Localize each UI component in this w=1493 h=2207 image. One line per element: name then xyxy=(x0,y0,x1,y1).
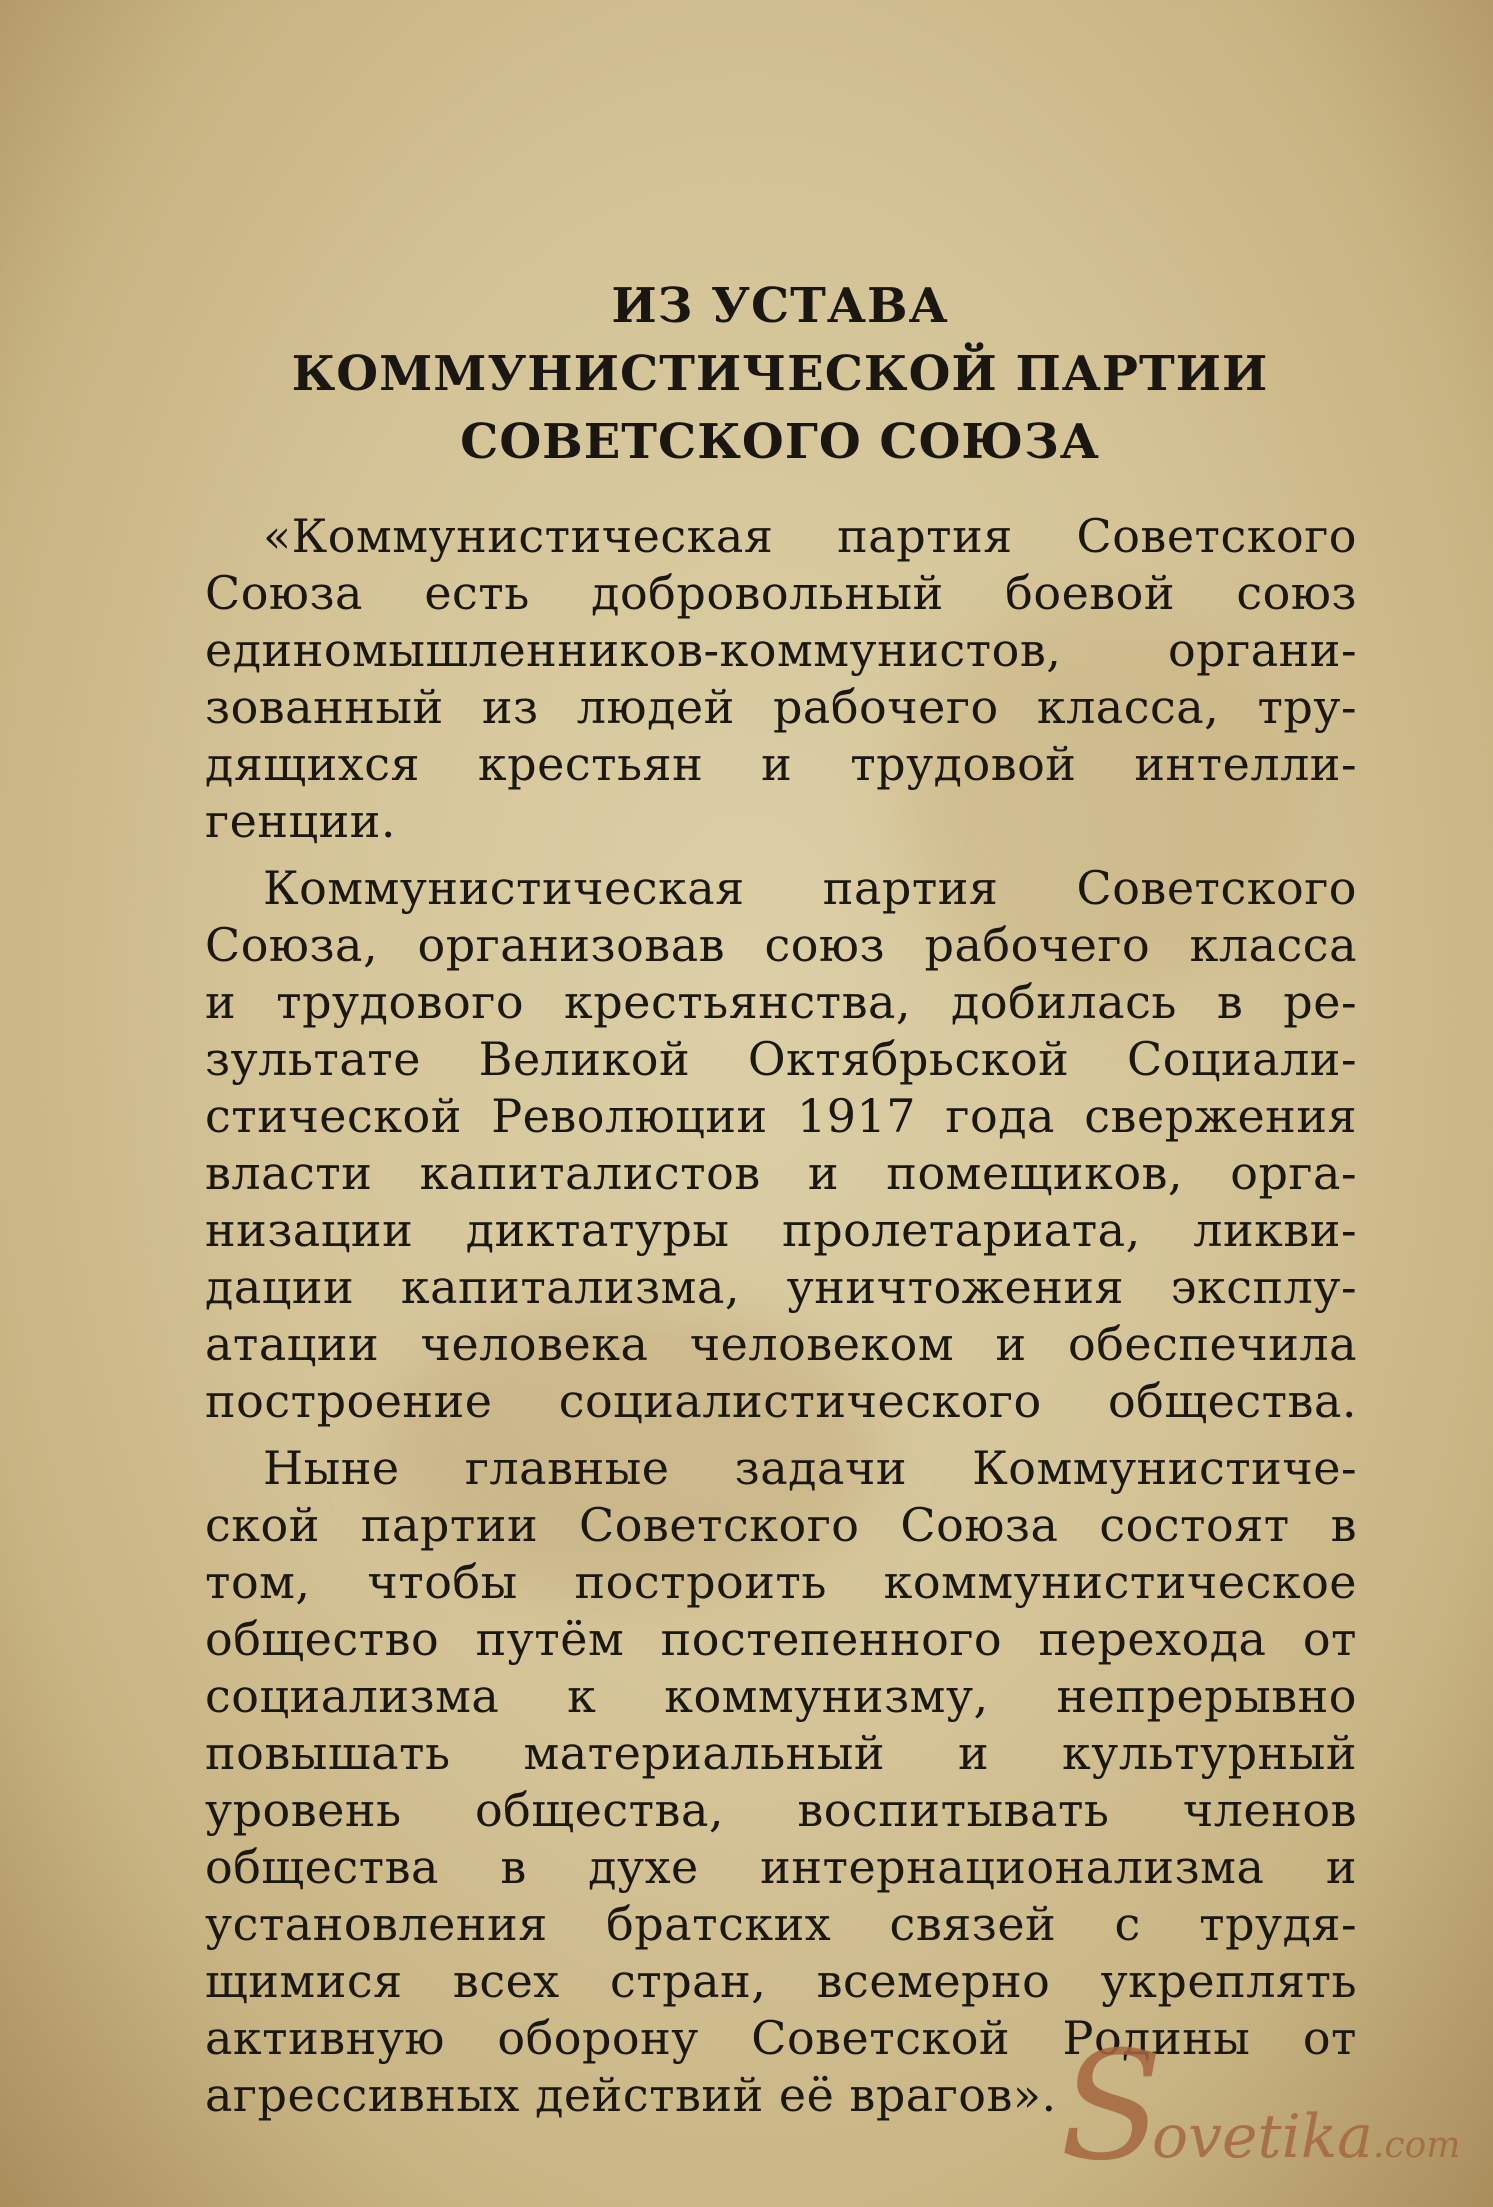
text-line: ской партии Советского Союза состоят в xyxy=(205,1498,1357,1552)
text-line: Коммунистическая партия Советского xyxy=(263,861,1357,915)
text-line: установления братских связей с трудя- xyxy=(205,1897,1357,1951)
text-line: единомышленников-коммунистов, органи- xyxy=(205,623,1357,677)
text-line: общества в духе интернационализма и xyxy=(205,1840,1357,1894)
text-line: дации капитализма, уничтожения эксплу- xyxy=(205,1260,1357,1314)
text-line: власти капиталистов и помещиков, орга- xyxy=(205,1146,1357,1200)
text-line: активную оборону Советской Родины от xyxy=(205,2011,1357,2065)
text-line: зованный из людей рабочего класса, тру- xyxy=(205,680,1357,734)
title-line-2: КОММУНИСТИЧЕСКОЙ ПАРТИИ xyxy=(291,346,1269,402)
text-line: агрессивных действий её врагов». xyxy=(205,2068,1057,2122)
title-line-1: ИЗ УСТАВА xyxy=(611,278,949,334)
text-line: «Коммунистическая партия Советского xyxy=(263,509,1357,563)
text-line: стической Революции 1917 года свержения xyxy=(205,1089,1357,1143)
text-line: зультате Великой Октябрьской Социали- xyxy=(205,1032,1357,1086)
paragraph xyxy=(205,860,1357,1430)
text-line: щимися всех стран, всемерно укреплять xyxy=(205,1954,1357,2008)
title-line-3: СОВЕТСКОГО СОЮЗА xyxy=(460,414,1100,470)
text-line: Ныне главные задачи Коммунистиче- xyxy=(263,1441,1357,1495)
text-line: генции. xyxy=(205,794,397,848)
text-line: и трудового крестьянства, добилась в ре- xyxy=(205,975,1357,1029)
document-body xyxy=(205,508,1357,2134)
text-line: построение социалистического общества. xyxy=(205,1374,1357,1428)
text-line: Союза есть добровольный боевой союз xyxy=(205,566,1357,620)
text-line: повышать материальный и культурный xyxy=(205,1726,1357,1780)
paragraph xyxy=(205,508,1357,850)
text-line: социализма к коммунизму, непрерывно xyxy=(205,1669,1357,1723)
text-line: Союза, организовав союз рабочего класса xyxy=(205,918,1357,972)
text-line: дящихся крестьян и трудовой интелли- xyxy=(205,737,1357,791)
text-line: атации человека человеком и обеспечила xyxy=(205,1317,1357,1371)
watermark-text: ovetika.com xyxy=(1152,2102,1461,2172)
paragraph xyxy=(205,1440,1357,2124)
text-line: уровень общества, воспитывать членов xyxy=(205,1783,1357,1837)
watermark-letter: S xyxy=(1060,2020,1163,2194)
text-line: общество путём постепенного перехода от xyxy=(205,1612,1357,1666)
text-line: низации диктатуры пролетариата, ликви- xyxy=(205,1203,1357,1257)
text-line: том, чтобы построить коммунистическое xyxy=(205,1555,1357,1609)
